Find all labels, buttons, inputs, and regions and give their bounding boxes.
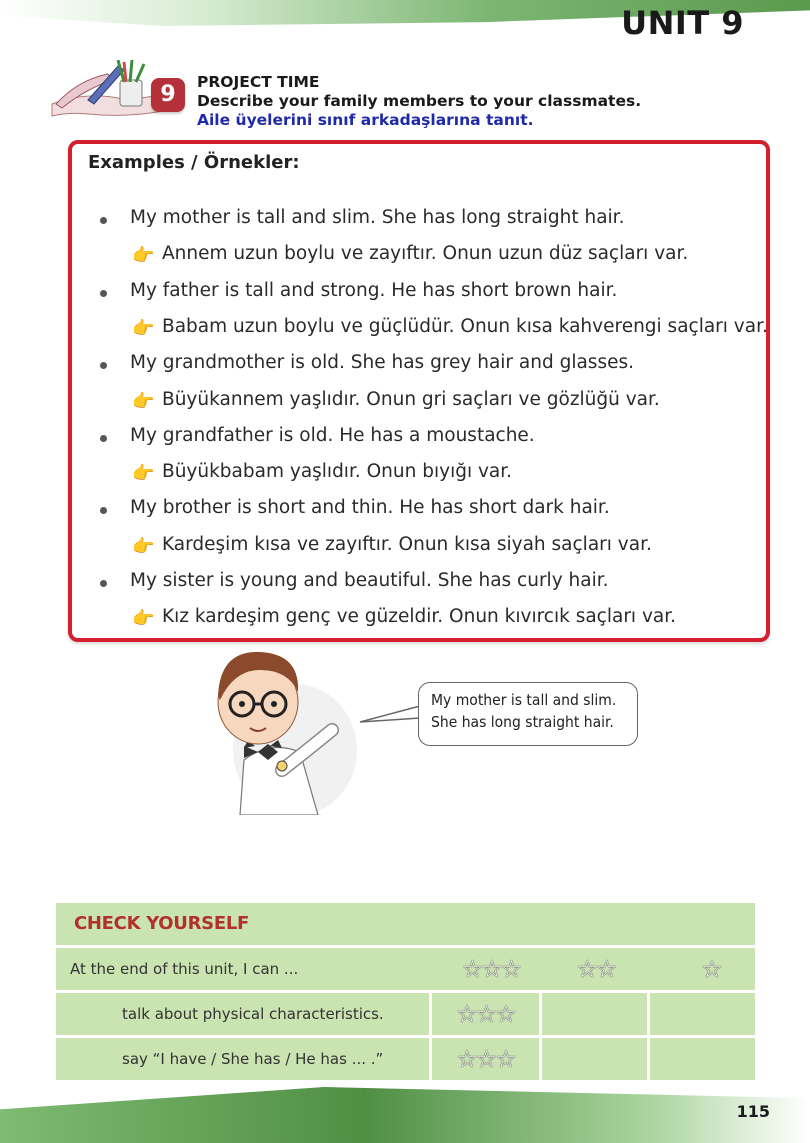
bullet-icon <box>100 580 107 587</box>
example-en: My sister is young and beautiful. She has curly hair. <box>130 570 609 591</box>
bullet-icon <box>100 217 107 224</box>
rating-cell-two-stars[interactable] <box>542 993 647 1035</box>
pointing-hand-icon: 👉 <box>132 245 155 266</box>
bullet-icon <box>100 435 107 442</box>
speech-bubble <box>418 682 638 746</box>
example-en: My grandfather is old. He has a moustache. <box>130 425 535 446</box>
example-tr: Büyükannem yaşlıdır. Onun gri saçları ve gözlüğü var. <box>162 389 660 410</box>
rating-cell-one-star[interactable] <box>650 993 755 1035</box>
check-row <box>56 1038 755 1080</box>
speech-bubble-tail <box>358 700 422 730</box>
bottom-decoration-band <box>0 1087 810 1143</box>
rating-cell-two-stars[interactable] <box>542 1038 647 1080</box>
bullet-icon <box>100 362 107 369</box>
example-tr: Annem uzun boylu ve zayıftır. Onun uzun düz saçları var. <box>162 243 689 264</box>
check-intro: At the end of this unit, I can ... <box>56 948 755 990</box>
project-number-badge: 9 <box>151 78 185 112</box>
pointing-hand-icon: 👉 <box>132 318 155 339</box>
check-row <box>56 993 755 1035</box>
bullet-icon <box>100 290 107 297</box>
examples-box <box>68 140 770 642</box>
example-tr: Babam uzun boylu ve güçlüdür. Onun kısa kahverengi saçları var. <box>162 316 768 337</box>
boy-illustration <box>200 640 360 815</box>
project-instruction-tr: Aile üyelerini sınıf arkadaşlarına tanıt. <box>197 111 534 129</box>
rating-one-star-icon: ☆ <box>701 955 721 983</box>
pointing-hand-icon: 👉 <box>132 391 155 412</box>
example-en: My brother is short and thin. He has short dark hair. <box>130 497 610 518</box>
pointing-hand-icon: 👉 <box>132 536 155 557</box>
rating-cell-one-star[interactable] <box>650 1038 755 1080</box>
check-intro-row <box>56 948 755 990</box>
example-tr: Kardeşim kısa ve zayıftır. Onun kısa siyah saçları var. <box>162 534 652 555</box>
rating-three-stars-icon: ☆☆☆ <box>461 955 521 983</box>
example-en: My grandmother is old. She has grey hair and glasses. <box>130 352 634 373</box>
rating-cell-three-stars[interactable]: ☆☆☆ <box>432 993 539 1035</box>
bullet-icon <box>100 507 107 514</box>
examples-title: Examples / Örnekler: <box>88 152 300 173</box>
unit-title: UNIT 9 <box>621 4 744 42</box>
rating-two-stars-icon: ☆☆ <box>576 955 616 983</box>
pointing-hand-icon: 👉 <box>132 608 155 629</box>
example-tr: Kız kardeşim genç ve güzeldir. Onun kıvırcık saçları var. <box>162 606 677 627</box>
page-number: 115 <box>736 1102 770 1121</box>
example-en: My father is tall and strong. He has short brown hair. <box>130 280 618 301</box>
check-statement: say “I have / She has / He has ... .” <box>56 1038 429 1080</box>
check-yourself-title: CHECK YOURSELF <box>56 903 755 945</box>
bubble-line-2: She has long straight hair. <box>431 713 614 731</box>
bubble-line-1: My mother is tall and slim. <box>431 691 617 709</box>
project-heading <box>197 73 641 130</box>
rating-cell-three-stars[interactable]: ☆☆☆ <box>432 1038 539 1080</box>
check-yourself-table <box>56 903 755 1081</box>
project-instruction-en: Describe your family members to your classmates. <box>197 92 642 110</box>
project-title: PROJECT TIME <box>197 73 320 91</box>
example-en: My mother is tall and slim. She has long straight hair. <box>130 207 625 228</box>
check-statement: talk about physical characteristics. <box>56 993 429 1035</box>
pointing-hand-icon: 👉 <box>132 463 155 484</box>
example-tr: Büyükbabam yaşlıdır. Onun bıyığı var. <box>162 461 513 482</box>
